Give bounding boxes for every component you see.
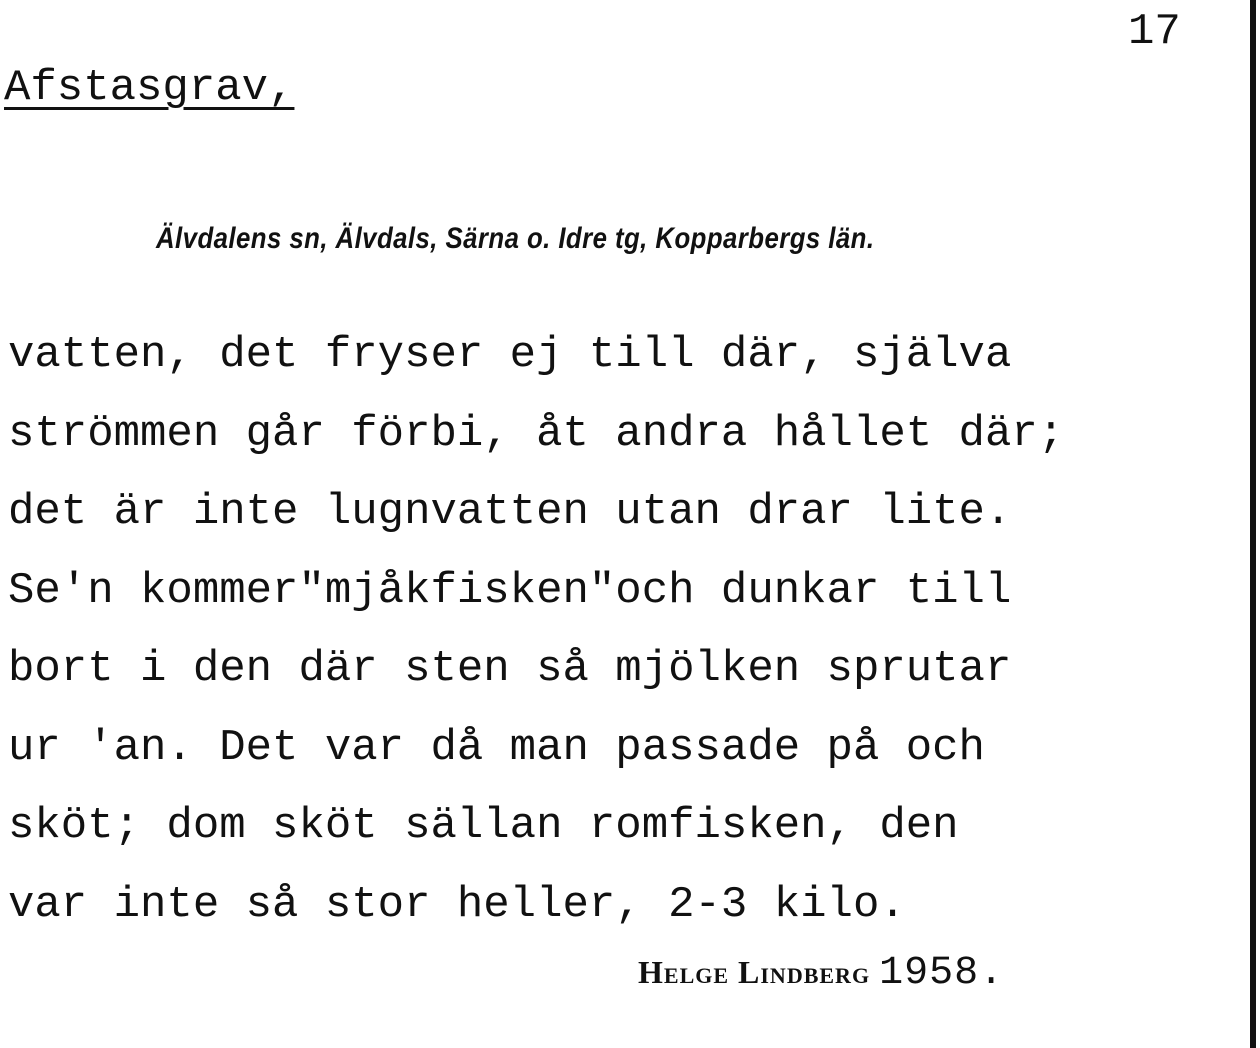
signature [638, 952, 1004, 994]
text-line: sköt; dom sköt sällan romfisken, den [8, 801, 959, 851]
text-line: var inte så stor heller, 2-3 kilo. [8, 879, 906, 930]
text-line: ur 'an. Det var då man passade på och [8, 722, 985, 773]
signature-year: 1958. [879, 951, 1005, 996]
text-line: bort i den där sten så mjölken sprutar [8, 644, 1012, 694]
location-line: Älvdalens sn, Älvdals, Särna o. Idre tg, Kopparbergs län. [156, 222, 875, 255]
text-line: det är inte lugnvatten utan drar lite. [8, 487, 1012, 537]
text-line: Se'n kommer"mjåkfisken"och dunkar till [8, 565, 1012, 616]
signature-name: Helge Lindberg [638, 954, 871, 990]
transcription-text [8, 316, 1248, 944]
card-title: Afstasgrav, [4, 63, 295, 113]
card-edge-border [1250, 0, 1256, 1048]
page-number: 17 [1128, 7, 1181, 57]
text-line: strömmen går förbi, åt andra hållet där; [8, 408, 1065, 459]
text-line: vatten, det fryser ej till där, själva [8, 330, 1012, 380]
